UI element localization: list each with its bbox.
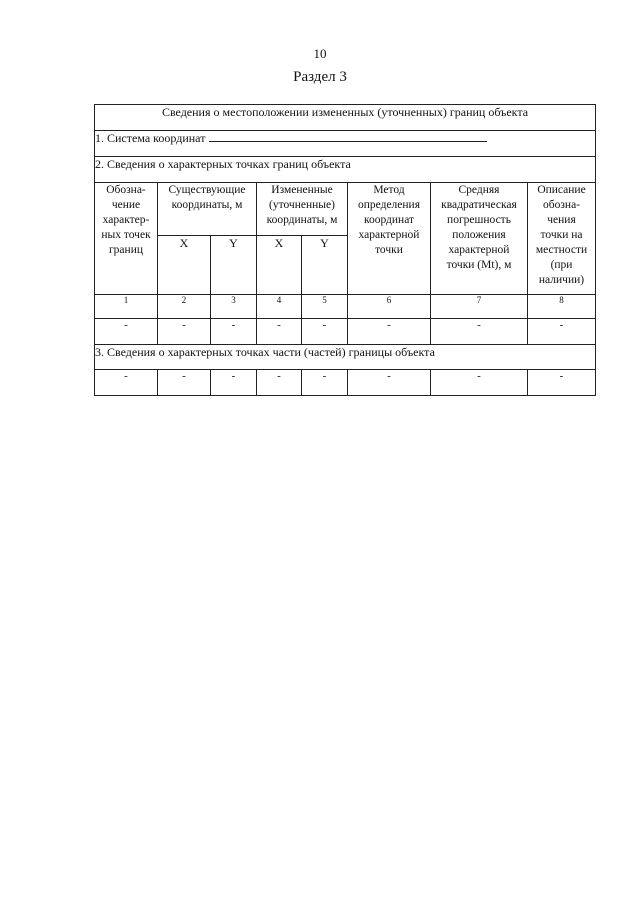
- table-cell: -: [348, 319, 431, 345]
- table-cell: -: [158, 319, 211, 345]
- table-cell: -: [528, 370, 596, 396]
- table-cell: -: [95, 370, 158, 396]
- table-row: [95, 370, 596, 396]
- header-existing-x: X: [158, 236, 211, 295]
- col-number: 3: [211, 295, 257, 319]
- table-cell: -: [257, 319, 302, 345]
- col-number: 8: [528, 295, 596, 319]
- table-cell: -: [257, 370, 302, 396]
- table-cell: -: [95, 319, 158, 345]
- table-cell: -: [431, 370, 528, 396]
- col-number: 4: [257, 295, 302, 319]
- column-numbers-row: [95, 295, 596, 319]
- page-number: 10: [313, 46, 327, 61]
- coord-system-row: [95, 131, 596, 157]
- section3-label: 3. Сведения о характерных точках части (частей) границы объекта: [95, 345, 596, 370]
- header-changed-x: X: [257, 236, 302, 295]
- section-title: Раздел 3: [293, 69, 347, 85]
- col-number: 5: [302, 295, 348, 319]
- table-title: Сведения о местоположении измененных (уточненных) границ объекта: [95, 105, 596, 131]
- col-number: 6: [348, 295, 431, 319]
- boundary-points-table: [94, 104, 596, 396]
- header-changed-coords: Измененные (уточненные) координаты, м: [257, 183, 348, 236]
- header-description: Описание обозна- чения точки на местности (при наличии): [528, 183, 596, 295]
- col-number: 2: [158, 295, 211, 319]
- table-cell: -: [158, 370, 211, 396]
- header-existing-coords: Существующие координаты, м: [158, 183, 257, 236]
- col-number: 7: [431, 295, 528, 319]
- header-changed-y: Y: [302, 236, 348, 295]
- table-row: [95, 319, 596, 345]
- section2-label: 2. Сведения о характерных точках границ объекта: [95, 157, 596, 183]
- table-cell: -: [302, 319, 348, 345]
- col-number: 1: [95, 295, 158, 319]
- table-cell: -: [211, 319, 257, 345]
- table-cell: -: [431, 319, 528, 345]
- coord-system-blank-line: [209, 131, 487, 142]
- header-mean-square-error: Средняя квадратическая погрешность положения характерной точки (Mt), м: [431, 183, 528, 295]
- table-cell: -: [211, 370, 257, 396]
- table-cell: -: [302, 370, 348, 396]
- table-cell: -: [528, 319, 596, 345]
- header-point-designation: Обозна- чение характер- ных точек границ: [95, 183, 158, 295]
- header-existing-y: Y: [211, 236, 257, 295]
- table-cell: -: [348, 370, 431, 396]
- header-method: Метод определения координат характерной точки: [348, 183, 431, 295]
- coord-system-label: 1. Система координат: [95, 131, 206, 145]
